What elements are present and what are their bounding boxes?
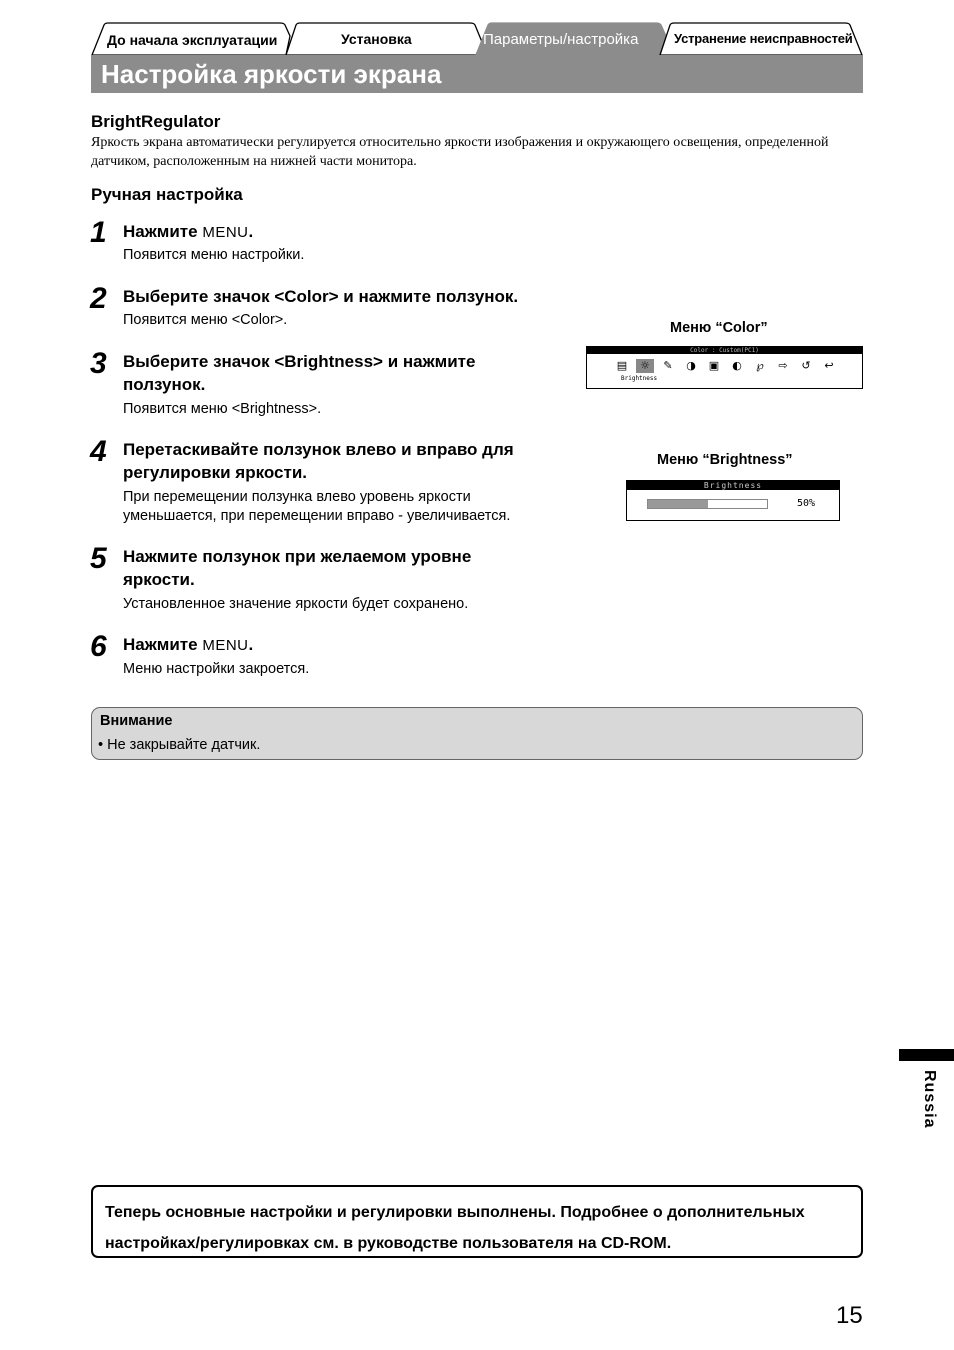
step-3-desc: Появится меню <Brightness>. [123, 401, 322, 417]
note-title: Внимание [100, 713, 173, 729]
return-icon[interactable]: ↩ [824, 359, 834, 372]
section-title: BrightRegulator [91, 112, 221, 131]
title-bar [91, 55, 863, 93]
step-6-number: 6 [90, 630, 107, 663]
step-1-title [123, 220, 253, 244]
step-6-title-end: . [248, 635, 254, 654]
attention-note [91, 707, 863, 760]
page-title: Настройка яркости экрана [101, 59, 442, 89]
color-menu-icons [613, 359, 838, 373]
step-2-desc: Появится меню <Color>. [123, 312, 288, 328]
tab-installation[interactable]: Установка [341, 31, 412, 47]
brightness-icon[interactable]: ☼ [636, 359, 654, 373]
signal-icon[interactable]: ⇨ [778, 359, 788, 372]
color-menu-header: Color : Custom(PC1) [587, 347, 862, 354]
manual-title: Ручная настройка [91, 185, 243, 204]
language-label: Russia [921, 1070, 938, 1129]
gamma-icon[interactable]: ℘ [756, 359, 764, 372]
step-5-title: Нажмите ползунок при желаемом уровне яркости. [123, 547, 472, 589]
tab-getting-started[interactable]: До начала эксплуатации [107, 32, 278, 48]
selected-item-label: Brightness [621, 375, 658, 382]
step-3-title: Выберите значок <Brightness> и нажмите ползунок. [123, 352, 476, 394]
page-number: 15 [836, 1302, 863, 1329]
step-6-title-text: Нажмите [123, 635, 203, 654]
brightness-menu-header: Brightness [627, 481, 839, 490]
reset-icon[interactable]: ↺ [801, 359, 811, 372]
note-item: • Не закрывайте датчик. [98, 737, 261, 753]
mode-icon[interactable]: ▤ [616, 359, 628, 372]
contrast-icon[interactable]: ◑ [686, 359, 696, 372]
brightness-slider[interactable] [647, 499, 768, 509]
temperature-icon[interactable]: ◐ [732, 359, 742, 372]
step-1-number: 1 [90, 216, 107, 249]
step-2-title: Выберите значок <Color> и нажмите ползунок. [123, 287, 519, 306]
menu-key-label: MENU [202, 637, 249, 654]
monitor-icon[interactable]: ▣ [708, 359, 720, 372]
note-item-text: Не закрывайте датчик. [107, 737, 261, 753]
step-5-desc: Установленное значение яркости будет сохранено. [123, 596, 469, 612]
menu-key-label: MENU [202, 224, 249, 241]
color-menu-screenshot [586, 346, 863, 389]
tab-troubleshooting[interactable]: Устранение неисправностей [674, 31, 853, 46]
brightness-menu-screenshot [626, 480, 840, 521]
step-6-desc: Меню настройки закроется. [123, 661, 310, 677]
brightness-value: 50% [797, 498, 816, 509]
step-6-title [123, 633, 253, 657]
step-1-title-end: . [248, 222, 254, 241]
step-5-number: 5 [90, 542, 107, 575]
section-tabs [90, 22, 864, 56]
step-2-number: 2 [90, 282, 107, 315]
brightness-menu-caption: Меню “Brightness” [657, 452, 793, 468]
final-info-box: Теперь основные настройки и регулировки выполнены. Подробнее о дополнительных настройках/регулировках см. в руководстве пользователя на CD-ROM. [91, 1185, 863, 1258]
step-4-title: Перетаскивайте ползунок влево и вправо для регулировки яркости. [123, 440, 514, 482]
tab-settings-active[interactable]: Параметры/настройка [483, 31, 639, 48]
step-1-title-text: Нажмите [123, 222, 203, 241]
brightness-slider-fill [648, 500, 708, 508]
step-1-desc: Появится меню настройки. [123, 247, 305, 263]
step-4-number: 4 [90, 435, 107, 468]
step-3-number: 3 [90, 347, 107, 380]
intro-paragraph: Яркость экрана автоматически регулируется относительно яркости изображения и окружающего освещения, определенной датчиком, расположенным на нижней части монитора. [91, 135, 829, 169]
contrast-pen-icon[interactable]: ✎ [663, 359, 673, 372]
step-4-desc: При перемещении ползунка влево уровень яркости уменьшается, при перемещении вправо - увеличивается. [123, 489, 511, 524]
color-menu-caption: Меню “Color” [670, 320, 768, 336]
language-tab-marker [899, 1049, 954, 1061]
